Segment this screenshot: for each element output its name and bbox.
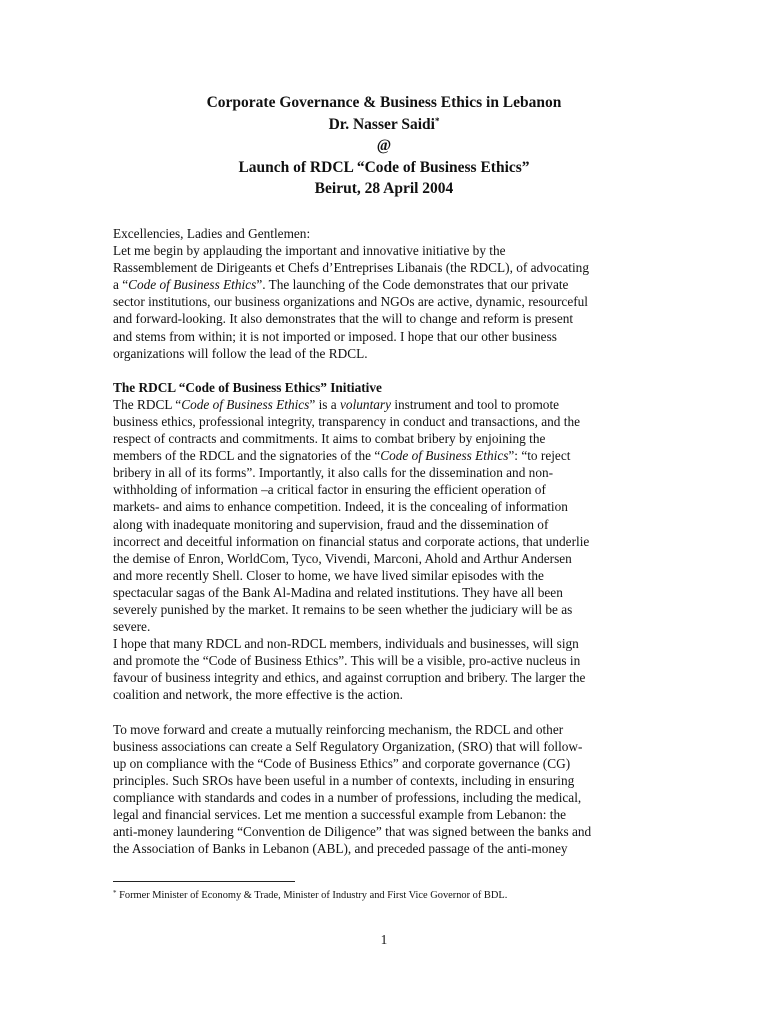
paragraph-gap: [113, 704, 658, 721]
text-line: anti-money laundering “Convention de Diligence” that was signed between the banks and: [113, 824, 592, 840]
text-line: severe.: [113, 619, 151, 635]
text-line: withholding of information –a critical factor in ensuring the efficient operation of: [113, 482, 546, 498]
paragraph-sign-code: [113, 635, 658, 703]
text-line: [113, 447, 658, 464]
text-line: organizations will follow the lead of the RDCL.: [113, 345, 368, 361]
document-body: [113, 225, 658, 857]
footnote: [113, 889, 673, 902]
text-line: respect of contracts and commitments. It aims to combat bribery by enjoining the: [113, 431, 546, 447]
text-line: [113, 276, 658, 293]
footnote-marker: *: [434, 115, 440, 126]
event-location-date: Beirut, 28 April 2004: [314, 180, 454, 197]
text-line: and more recently Shell. Closer to home, we have lived similar episodes with the: [113, 567, 544, 583]
code-title-italic: Code of Business Ethics: [380, 448, 509, 464]
paragraph-gap: [113, 362, 658, 379]
text-run: members of the RDCL and the signatories of the “: [113, 448, 381, 464]
text-line: compliance with standards and codes in a number of professions, including the medical,: [113, 789, 582, 805]
document-title-block: [0, 92, 768, 200]
paragraph-initiative: [113, 396, 658, 635]
footnote-marker: *: [113, 889, 117, 897]
text-line: [113, 396, 658, 413]
greeting-line: Excellencies, Ladies and Gentlemen:: [113, 226, 311, 241]
at-symbol: @: [376, 137, 392, 154]
section-heading: [113, 379, 658, 396]
author-line: [0, 114, 768, 136]
text-line: the Association of Banks in Lebanon (ABL), and preceded passage of the anti-money: [113, 841, 568, 857]
text-line: principles. Such SROs have been useful in a number of contexts, including in ensuring: [113, 772, 575, 788]
text-line: and forward-looking. It also demonstrates that the will to change and reform is present: [113, 311, 574, 327]
text-line: and stems from within; it is not imported or imposed. I hope that our other business: [113, 328, 557, 344]
text-run: ”: “to reject: [508, 448, 571, 464]
text-run: ” is a: [309, 396, 341, 412]
text-line: To move forward and create a mutually reinforcing mechanism, the RDCL and other: [113, 721, 564, 737]
page-number: 1: [380, 932, 388, 947]
section-heading-text: The RDCL “Code of Business Ethics” Initiative: [113, 379, 382, 395]
text-line: business associations can create a Self Regulatory Organization, (SRO) that will follow-: [113, 738, 583, 754]
text-line: I hope that many RDCL and non-RDCL members, individuals and businesses, will sign: [113, 636, 579, 652]
paragraph-sro: [113, 721, 658, 858]
author-name: Dr. Nasser Saidi: [328, 115, 435, 133]
greeting: [113, 225, 658, 242]
code-title-italic: Code of Business Ethics: [128, 277, 257, 293]
document-title: Corporate Governance & Business Ethics in Lebanon: [206, 94, 562, 111]
text-run: The RDCL “: [113, 396, 182, 412]
text-line: spectacular sagas of the Bank Al-Madina and related institutions. They have all been: [113, 584, 563, 600]
text-line: and promote the “Code of Business Ethics”. This will be a visible, pro-active nucleus in: [113, 653, 581, 669]
footnote-text: Former Minister of Economy & Trade, Minister of Industry and First Vice Governor of BDL.: [116, 890, 508, 901]
event-title: Launch of RDCL “Code of Business Ethics”: [238, 158, 530, 176]
text-line: along with inadequate monitoring and supervision, fraud and the dissemination of: [113, 516, 549, 532]
text-line: incorrect and deceitful information on financial status and corporate actions, that underlie: [113, 533, 590, 549]
text-line: up on compliance with the “Code of Business Ethics” and corporate governance (CG): [113, 755, 571, 771]
text-line: markets- and aims to enhance competition. Indeed, it is the concealing of information: [113, 499, 568, 515]
text-line: favour of business integrity and ethics, and against corruption and bribery. The larger the: [113, 670, 586, 686]
text-run: a “: [113, 277, 129, 293]
text-line: the demise of Enron, WorldCom, Tyco, Vivendi, Marconi, Ahold and Arthur Andersen: [113, 550, 572, 566]
footnote-separator: [113, 881, 295, 882]
voluntary-italic: voluntary: [340, 396, 391, 412]
text-run: ”. The launching of the Code demonstrates that our private: [256, 277, 569, 293]
text-line: coalition and network, the more effective is the action.: [113, 687, 403, 703]
text-line: bribery in all of its forms”. Importantly, it also calls for the dissemination and non-: [113, 465, 554, 481]
text-line: Rassemblement de Dirigeants et Chefs d’Entreprises Libanais (the RDCL), of advocating: [113, 260, 589, 276]
text-line: Let me begin by applauding the important and innovative initiative by the: [113, 243, 506, 259]
text-line: business ethics, professional integrity, transparency in conduct and transactions, and the: [113, 413, 580, 429]
paragraph-intro: [113, 242, 658, 362]
text-line: sector institutions, our business organizations and NGOs are active, dynamic, resourceful: [113, 294, 588, 310]
text-line: severely punished by the market. It remains to be seen whether the judiciary will be as: [113, 601, 573, 617]
text-line: legal and financial services. Let me mention a successful example from Lebanon: the: [113, 807, 567, 822]
text-run: instrument and tool to promote: [391, 396, 560, 412]
code-title-italic: Code of Business Ethics: [181, 396, 310, 412]
